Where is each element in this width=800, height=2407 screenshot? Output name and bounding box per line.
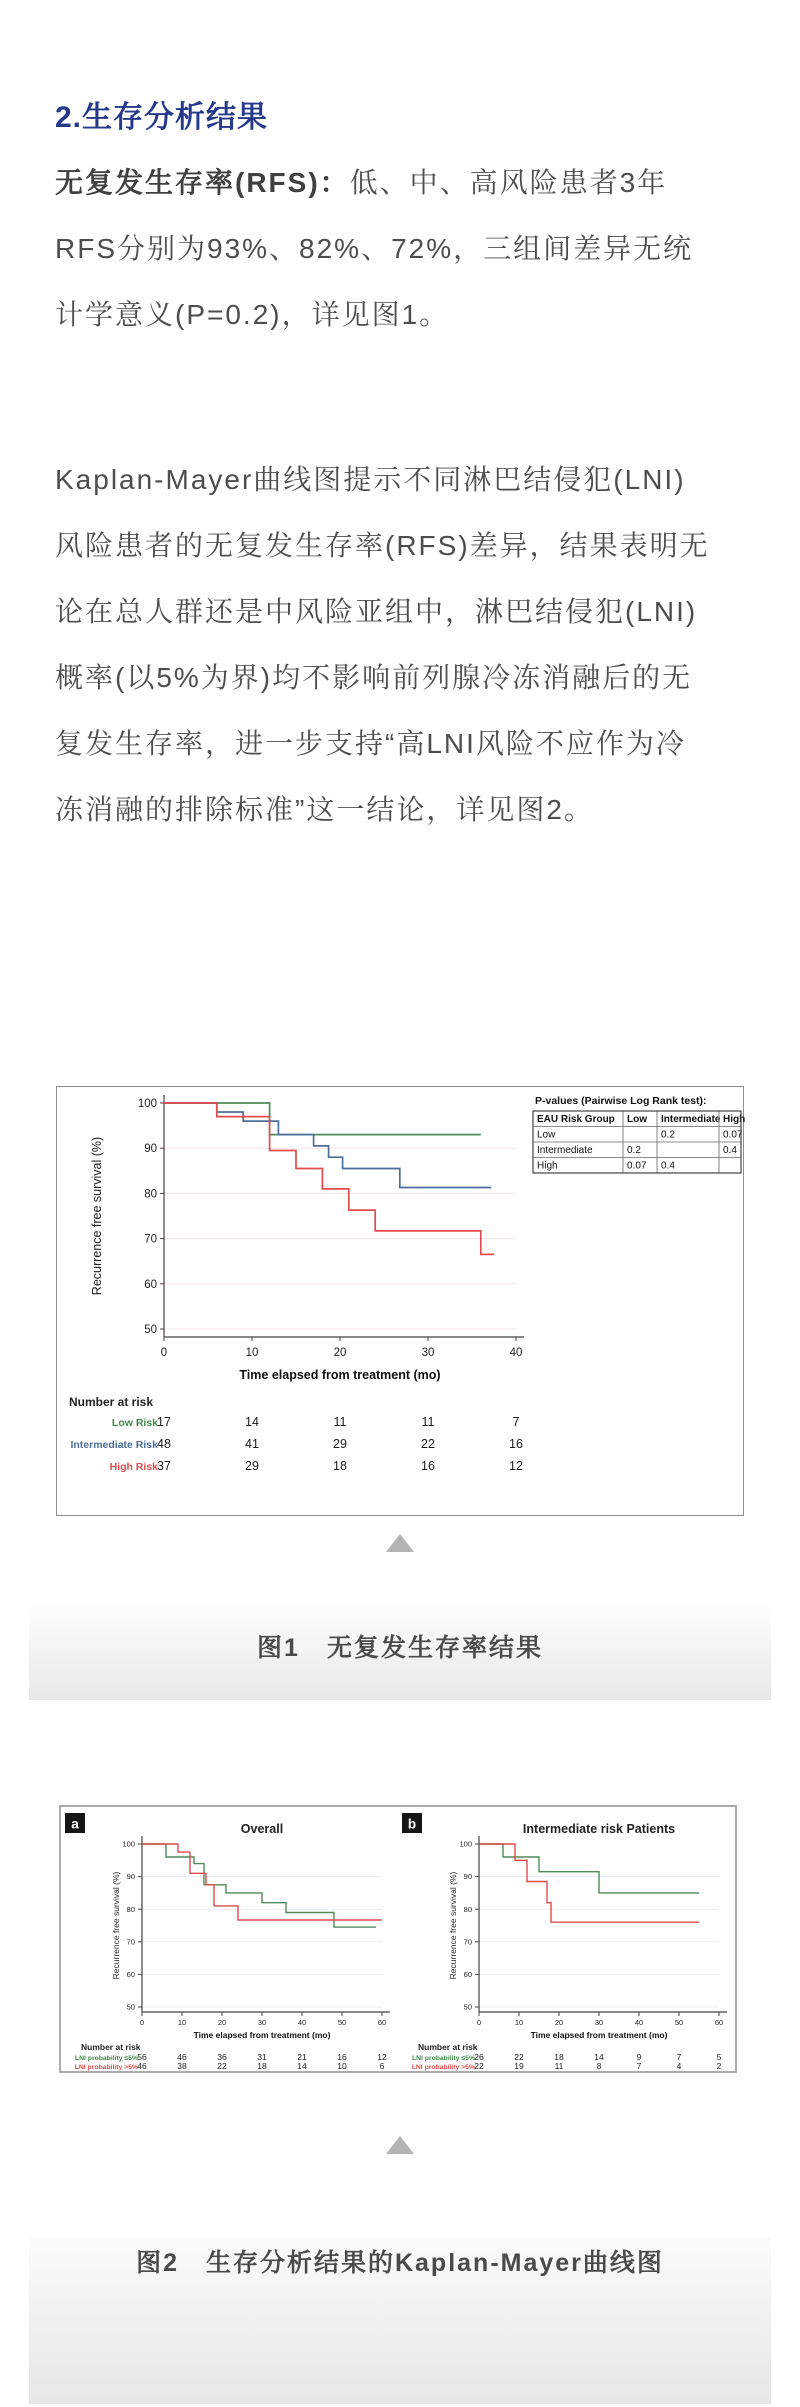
svg-text:Number at risk: Number at risk: [81, 2042, 141, 2052]
figure2-panel-b: [398, 1807, 735, 2071]
svg-text:16: 16: [509, 1437, 523, 1451]
svg-text:60: 60: [463, 1970, 472, 1980]
svg-text:High Risk: High Risk: [109, 1461, 158, 1473]
svg-text:18: 18: [333, 1459, 347, 1473]
svg-text:10: 10: [177, 2018, 187, 2027]
svg-text:0.07: 0.07: [723, 1129, 743, 1141]
svg-text:41: 41: [245, 1437, 259, 1451]
svg-text:40: 40: [509, 1347, 523, 1359]
figure2-caption-band: [29, 2237, 771, 2404]
svg-text:Intermediate: Intermediate: [661, 1114, 721, 1125]
svg-text:40: 40: [634, 2018, 644, 2027]
svg-text:a: a: [71, 1816, 79, 1832]
svg-text:Time elapsed from treatment (m: Time elapsed from treatment (mo): [193, 2030, 331, 2040]
section-heading: 2.生存分析结果: [55, 101, 269, 134]
svg-text:12: 12: [509, 1459, 523, 1473]
svg-text:6: 6: [379, 2061, 385, 2071]
svg-text:40: 40: [297, 2018, 307, 2027]
svg-text:22: 22: [421, 1437, 435, 1451]
svg-text:100: 100: [459, 1839, 472, 1849]
svg-text:38: 38: [177, 2061, 187, 2071]
svg-text:10: 10: [337, 2061, 347, 2071]
collapse-arrow-icon[interactable]: [386, 1534, 414, 1552]
svg-text:46: 46: [177, 2052, 187, 2062]
svg-text:50: 50: [674, 2018, 684, 2027]
paragraph-line: Kaplan-Mayer曲线图提示不同淋巴结侵犯(LNI): [55, 464, 686, 495]
svg-text:LNI probability ≤5%: LNI probability ≤5%: [74, 2055, 138, 2062]
paragraph-text: 低、中、高风险患者3年: [349, 167, 668, 198]
svg-text:4: 4: [676, 2061, 682, 2071]
svg-text:100: 100: [122, 1839, 135, 1849]
svg-text:Time elapsed from treatment (m: Time elapsed from treatment (mo): [530, 2030, 668, 2040]
svg-text:LNI probability >5%: LNI probability >5%: [411, 2064, 475, 2071]
svg-text:50: 50: [463, 2002, 472, 2012]
svg-text:5: 5: [716, 2052, 722, 2062]
svg-text:22: 22: [217, 2061, 227, 2071]
svg-text:Intermediate Risk: Intermediate Risk: [70, 1439, 158, 1451]
svg-text:19: 19: [514, 2061, 524, 2071]
svg-text:Recurrence free survival (%): Recurrence free survival (%): [448, 1871, 458, 1980]
svg-text:10: 10: [514, 2018, 524, 2027]
svg-text:48: 48: [157, 1437, 171, 1451]
svg-text:14: 14: [245, 1415, 259, 1429]
svg-text:50: 50: [337, 2018, 347, 2027]
svg-text:80: 80: [144, 1188, 157, 1201]
svg-text:70: 70: [463, 1937, 472, 1947]
svg-text:16: 16: [421, 1459, 435, 1473]
svg-text:20: 20: [333, 1347, 347, 1359]
svg-text:17: 17: [157, 1415, 171, 1429]
svg-text:16: 16: [337, 2052, 347, 2062]
paragraph-line: 风险患者的无复发生存率(RFS)差异，结果表明无: [55, 530, 710, 561]
figure1-caption: 图1 无复发生存率结果: [257, 1634, 543, 1662]
svg-text:0.07: 0.07: [627, 1160, 647, 1172]
svg-text:Time elapsed from treatment (m: Time elapsed from treatment (mo): [239, 1368, 441, 1382]
svg-text:9: 9: [636, 2052, 642, 2062]
svg-text:Low: Low: [537, 1129, 556, 1141]
svg-text:26: 26: [474, 2052, 484, 2062]
svg-text:29: 29: [333, 1437, 347, 1451]
svg-text:20: 20: [554, 2018, 564, 2027]
svg-text:80: 80: [126, 1904, 135, 1914]
figure2-panel-a: [61, 1807, 398, 2071]
svg-text:50: 50: [126, 2002, 135, 2012]
svg-text:14: 14: [594, 2052, 604, 2062]
svg-text:60: 60: [126, 1970, 135, 1980]
svg-text:Low: Low: [627, 1114, 647, 1125]
svg-text:Number at risk: Number at risk: [69, 1395, 154, 1409]
svg-text:7: 7: [512, 1415, 520, 1429]
svg-text:0.2: 0.2: [661, 1129, 675, 1141]
svg-text:0: 0: [160, 1347, 168, 1359]
svg-text:0.2: 0.2: [627, 1145, 641, 1156]
svg-text:Overall: Overall: [240, 1822, 284, 1836]
paragraph-line: [55, 150, 760, 216]
svg-text:12: 12: [377, 2052, 387, 2062]
paragraph-line: 计学意义(P=0.2)，详见图1。: [55, 299, 450, 330]
svg-text:46: 46: [137, 2061, 147, 2071]
svg-text:29: 29: [245, 1459, 259, 1473]
svg-text:36: 36: [217, 2052, 227, 2062]
svg-text:10: 10: [245, 1347, 259, 1359]
svg-text:LNI probability >5%: LNI probability >5%: [74, 2064, 138, 2071]
svg-text:P-values (Pairwise Log Rank te: P-values (Pairwise Log Rank test):: [535, 1095, 707, 1107]
svg-text:Number at risk: Number at risk: [418, 2042, 478, 2052]
paragraph-rfs: [55, 150, 760, 348]
svg-text:90: 90: [463, 1872, 472, 1882]
svg-text:80: 80: [463, 1904, 472, 1914]
svg-text:30: 30: [421, 1347, 435, 1359]
svg-text:18: 18: [257, 2061, 267, 2071]
svg-text:LNI probability ≤5%: LNI probability ≤5%: [411, 2055, 475, 2062]
svg-text:60: 60: [377, 2018, 387, 2027]
paragraph-line: 冻消融的排除标准”这一结论，详见图2。: [55, 794, 594, 825]
svg-text:37: 37: [157, 1459, 171, 1473]
svg-text:Recurrence free survival (%): Recurrence free survival (%): [90, 1136, 104, 1296]
paragraph-line: 论在总人群还是中风险亚组中，淋巴结侵犯(LNI): [55, 596, 698, 627]
svg-text:Intermediate: Intermediate: [537, 1145, 593, 1156]
svg-text:90: 90: [144, 1143, 157, 1156]
svg-text:11: 11: [421, 1415, 435, 1429]
svg-text:90: 90: [126, 1872, 135, 1882]
svg-text:11: 11: [554, 2061, 564, 2071]
paragraph-line: 复发生存率，进一步支持“高LNI风险不应作为冷: [55, 728, 686, 759]
collapse-arrow-icon[interactable]: [386, 2136, 414, 2154]
svg-text:50: 50: [144, 1324, 157, 1337]
svg-text:20: 20: [217, 2018, 227, 2027]
svg-text:60: 60: [144, 1278, 157, 1291]
svg-text:21: 21: [297, 2052, 307, 2062]
figure2-caption: 图2 生存分析结果的Kaplan-Mayer曲线图: [136, 2249, 664, 2277]
svg-text:22: 22: [474, 2061, 484, 2071]
svg-text:8: 8: [596, 2061, 602, 2071]
svg-text:High: High: [723, 1114, 746, 1125]
svg-text:11: 11: [333, 1415, 347, 1429]
svg-text:56: 56: [137, 2052, 147, 2062]
svg-text:Low Risk: Low Risk: [111, 1417, 158, 1429]
svg-text:70: 70: [144, 1233, 157, 1246]
svg-text:22: 22: [514, 2052, 524, 2062]
svg-text:0.4: 0.4: [661, 1160, 675, 1172]
paragraph-line: RFS分别为93%、82%、72%，三组间差异无统: [55, 233, 694, 264]
svg-text:2: 2: [716, 2061, 722, 2071]
svg-text:7: 7: [676, 2052, 682, 2062]
figure1-km-chart: [57, 1087, 746, 1515]
svg-text:b: b: [407, 1816, 417, 1832]
svg-text:Intermediate risk Patients: Intermediate risk Patients: [522, 1822, 676, 1836]
svg-text:100: 100: [137, 1098, 157, 1111]
svg-text:30: 30: [257, 2018, 267, 2027]
paragraph-line: 概率(以5%为界)均不影响前列腺冷冻消融后的无: [55, 662, 693, 693]
svg-text:30: 30: [594, 2018, 604, 2027]
svg-text:18: 18: [554, 2052, 564, 2062]
svg-text:0: 0: [476, 2018, 482, 2027]
svg-text:0.4: 0.4: [723, 1145, 737, 1156]
svg-text:7: 7: [636, 2061, 642, 2071]
paragraph-lead-bold: 无复发生存率(RFS)：: [55, 167, 350, 198]
svg-text:70: 70: [126, 1937, 135, 1947]
svg-text:EAU Risk Group: EAU Risk Group: [537, 1114, 615, 1125]
svg-text:High: High: [537, 1160, 558, 1172]
svg-text:60: 60: [714, 2018, 724, 2027]
figure1-image[interactable]: [56, 1086, 744, 1516]
svg-text:0: 0: [139, 2018, 145, 2027]
svg-text:Recurrence free survival (%): Recurrence free survival (%): [111, 1871, 121, 1980]
figure1-caption-band: [29, 1598, 771, 1700]
paragraph-kaplan-mayer: [55, 447, 760, 843]
svg-text:14: 14: [297, 2061, 307, 2071]
figure2-image[interactable]: [59, 1805, 737, 2073]
svg-text:31: 31: [257, 2052, 267, 2062]
